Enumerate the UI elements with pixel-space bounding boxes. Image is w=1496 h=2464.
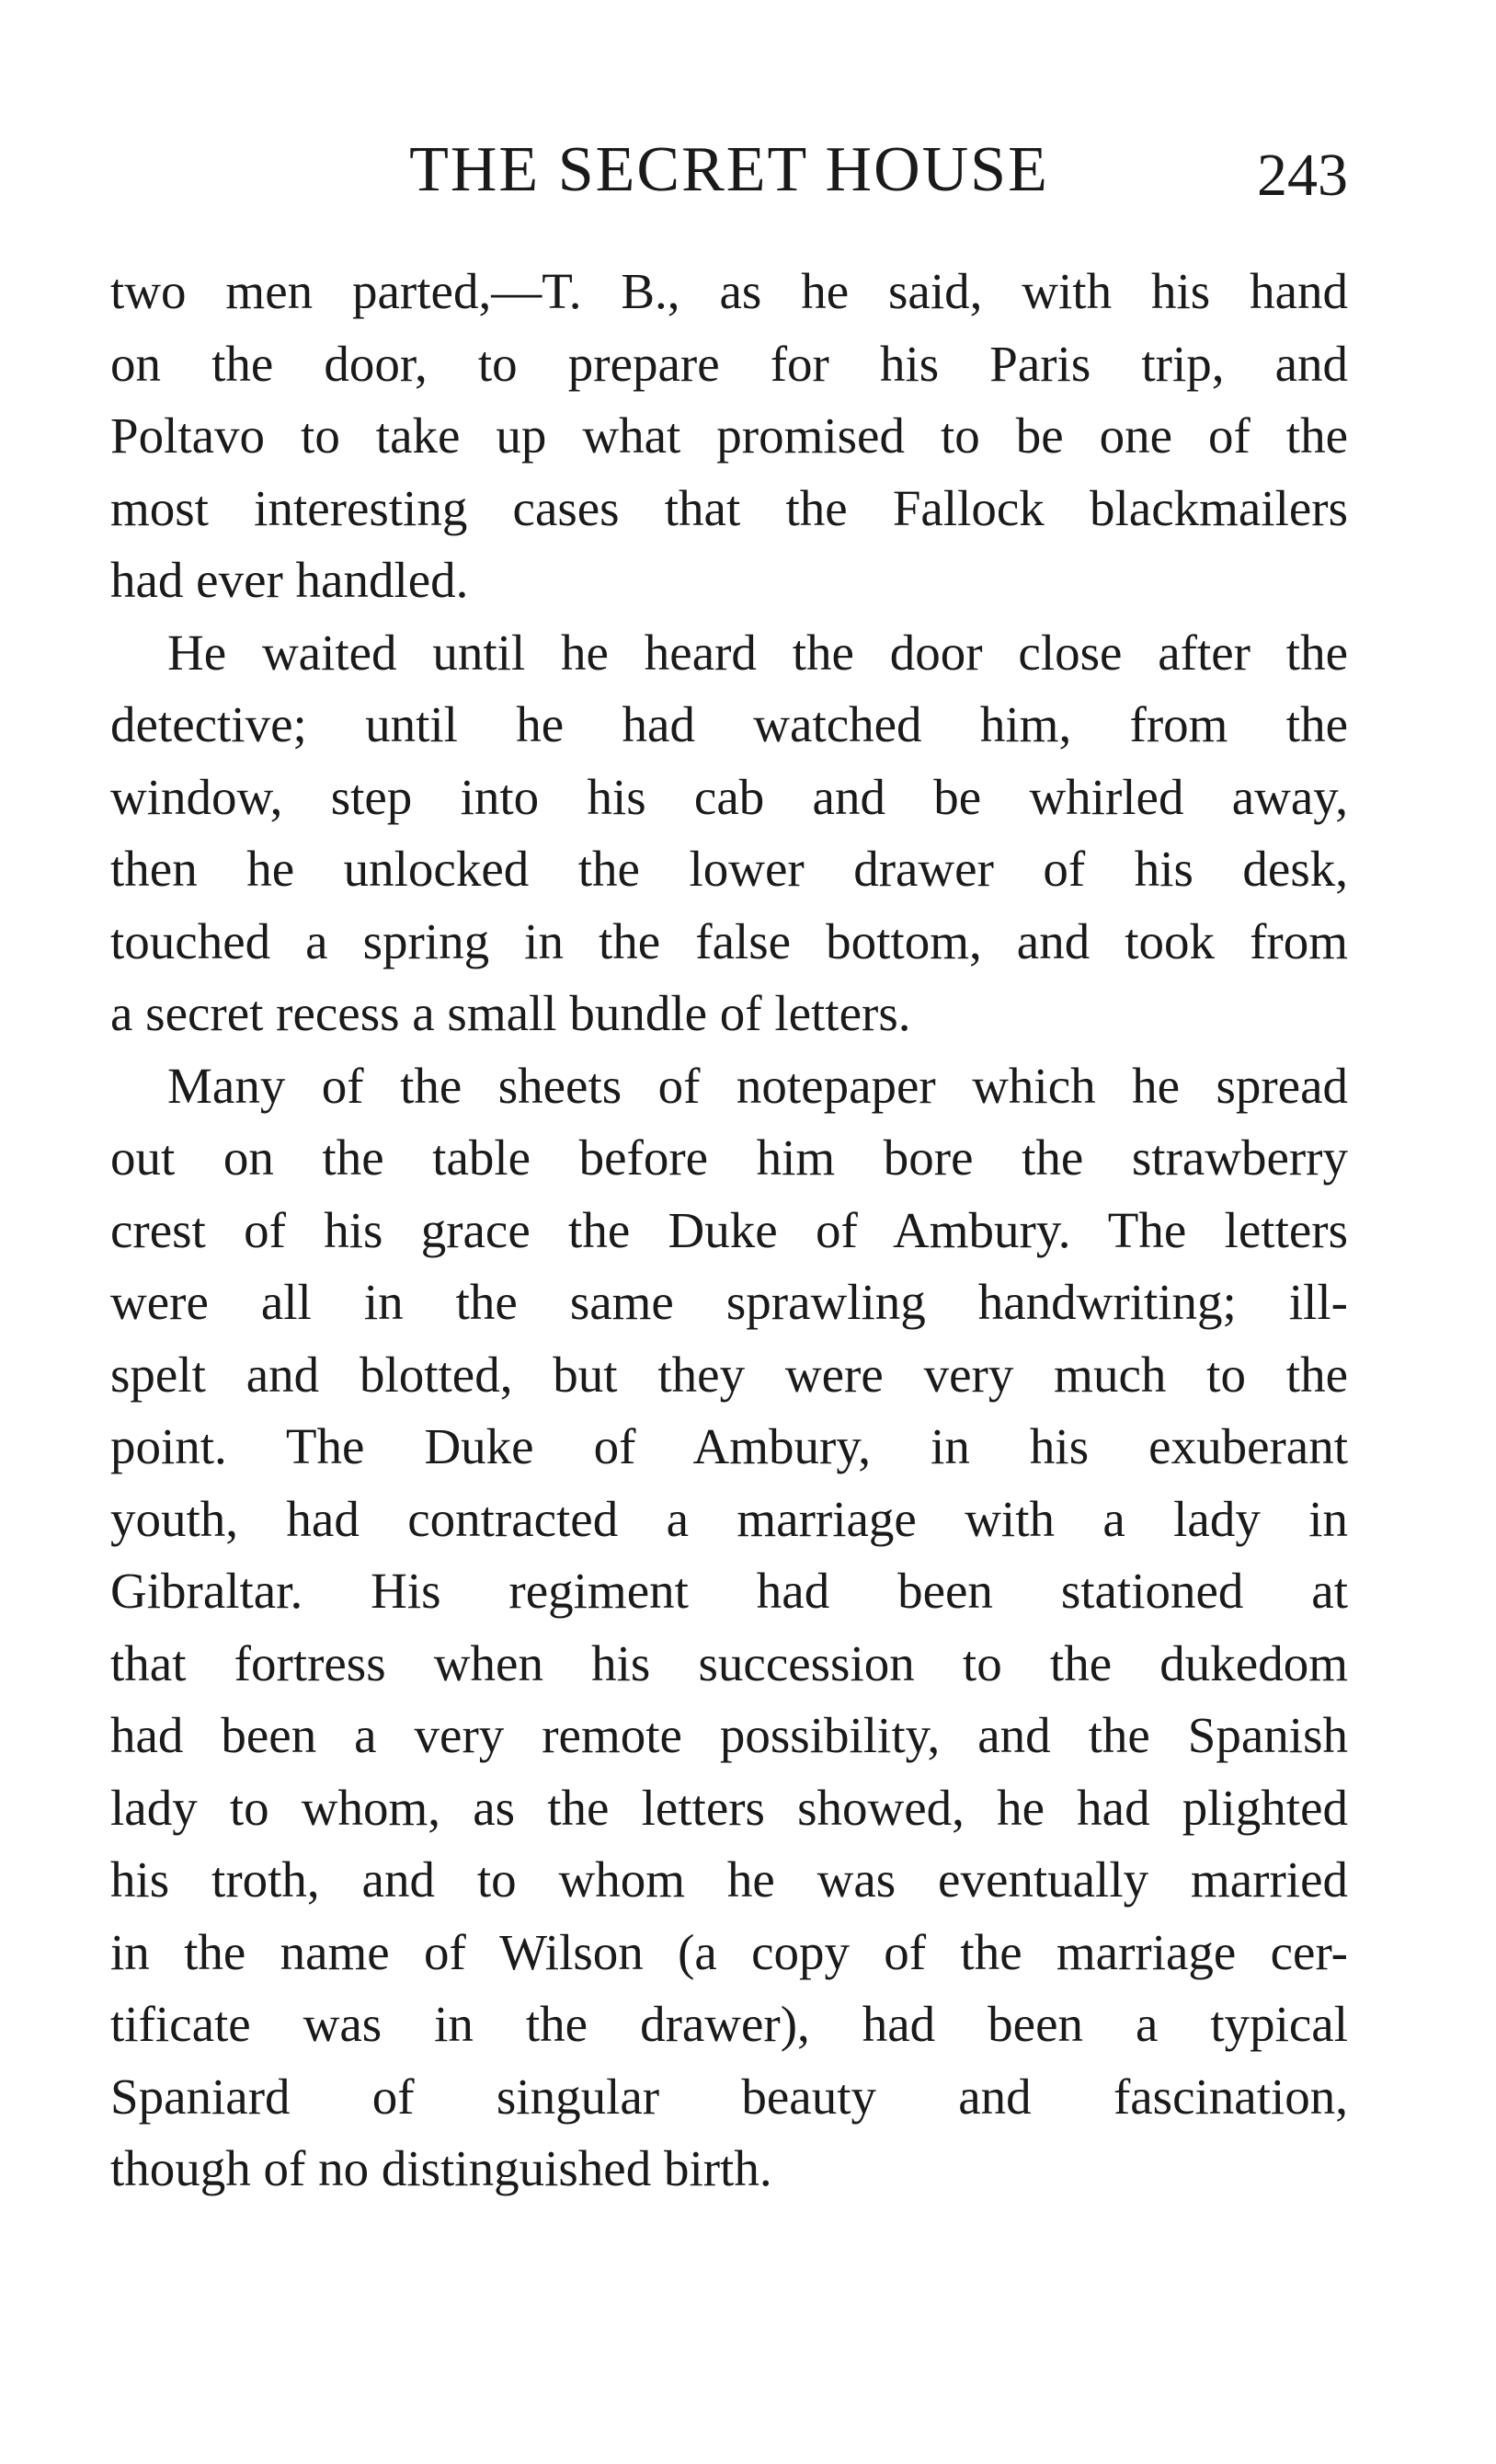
text-line: detective; until he had watched him, from the	[110, 696, 1348, 752]
text-line: Poltavo to take up what promised to be one of the	[110, 407, 1348, 464]
text-line: Many of the sheets of notepaper which he spread	[167, 1057, 1348, 1114]
paragraph	[110, 617, 1348, 1050]
text-line: most interesting cases that the Fallock blackmailers	[110, 479, 1348, 536]
body-text	[110, 256, 1348, 2206]
paragraph	[110, 1050, 1348, 2206]
text-line: were all in the same sprawling handwriting; ill-	[110, 1274, 1348, 1330]
text-line: touched a spring in the false bottom, and took from	[110, 912, 1348, 969]
page-header	[110, 129, 1348, 212]
text-line: point. The Duke of Ambury, in his exuberant	[110, 1418, 1348, 1474]
text-line: in the name of Wilson (a copy of the marriage cer-	[110, 1923, 1348, 1980]
text-line: though of no distinguished birth.	[110, 2140, 772, 2196]
text-line: lady to whom, as the letters showed, he had plighted	[110, 1779, 1348, 1836]
paragraph	[110, 256, 1348, 617]
text-line: had ever handled.	[110, 552, 469, 608]
text-line: Spaniard of singular beauty and fascination,	[110, 2068, 1348, 2125]
text-line: Gibraltar. His regiment had been stationed at	[110, 1563, 1348, 1619]
text-line: He waited until he heard the door close after the	[167, 624, 1348, 681]
text-line: two men parted,—T. B., as he said, with his hand	[110, 263, 1348, 319]
text-line: spelt and blotted, but they were very much to the	[110, 1346, 1348, 1403]
text-line: then he unlocked the lower drawer of his desk,	[110, 841, 1348, 897]
text-line: had been a very remote possibility, and the Spanish	[110, 1707, 1348, 1763]
running-title: THE SECRET HOUSE	[409, 134, 1049, 205]
text-line: window, step into his cab and be whirled away,	[110, 768, 1348, 825]
text-line: youth, had contracted a marriage with a lady in	[110, 1490, 1348, 1547]
text-line: on the door, to prepare for his Paris trip, and	[110, 335, 1348, 392]
text-line: crest of his grace the Duke of Ambury. The letters	[110, 1201, 1348, 1258]
text-line: tificate was in the drawer), had been a typical	[110, 1996, 1348, 2052]
page-number: 243	[1257, 142, 1348, 209]
text-line: out on the table before him bore the strawberry	[110, 1129, 1348, 1186]
text-line: a secret recess a small bundle of letters.	[110, 985, 911, 1041]
text-line: that fortress when his succession to the dukedom	[110, 1634, 1348, 1691]
text-line: his troth, and to whom he was eventually married	[110, 1851, 1348, 1908]
